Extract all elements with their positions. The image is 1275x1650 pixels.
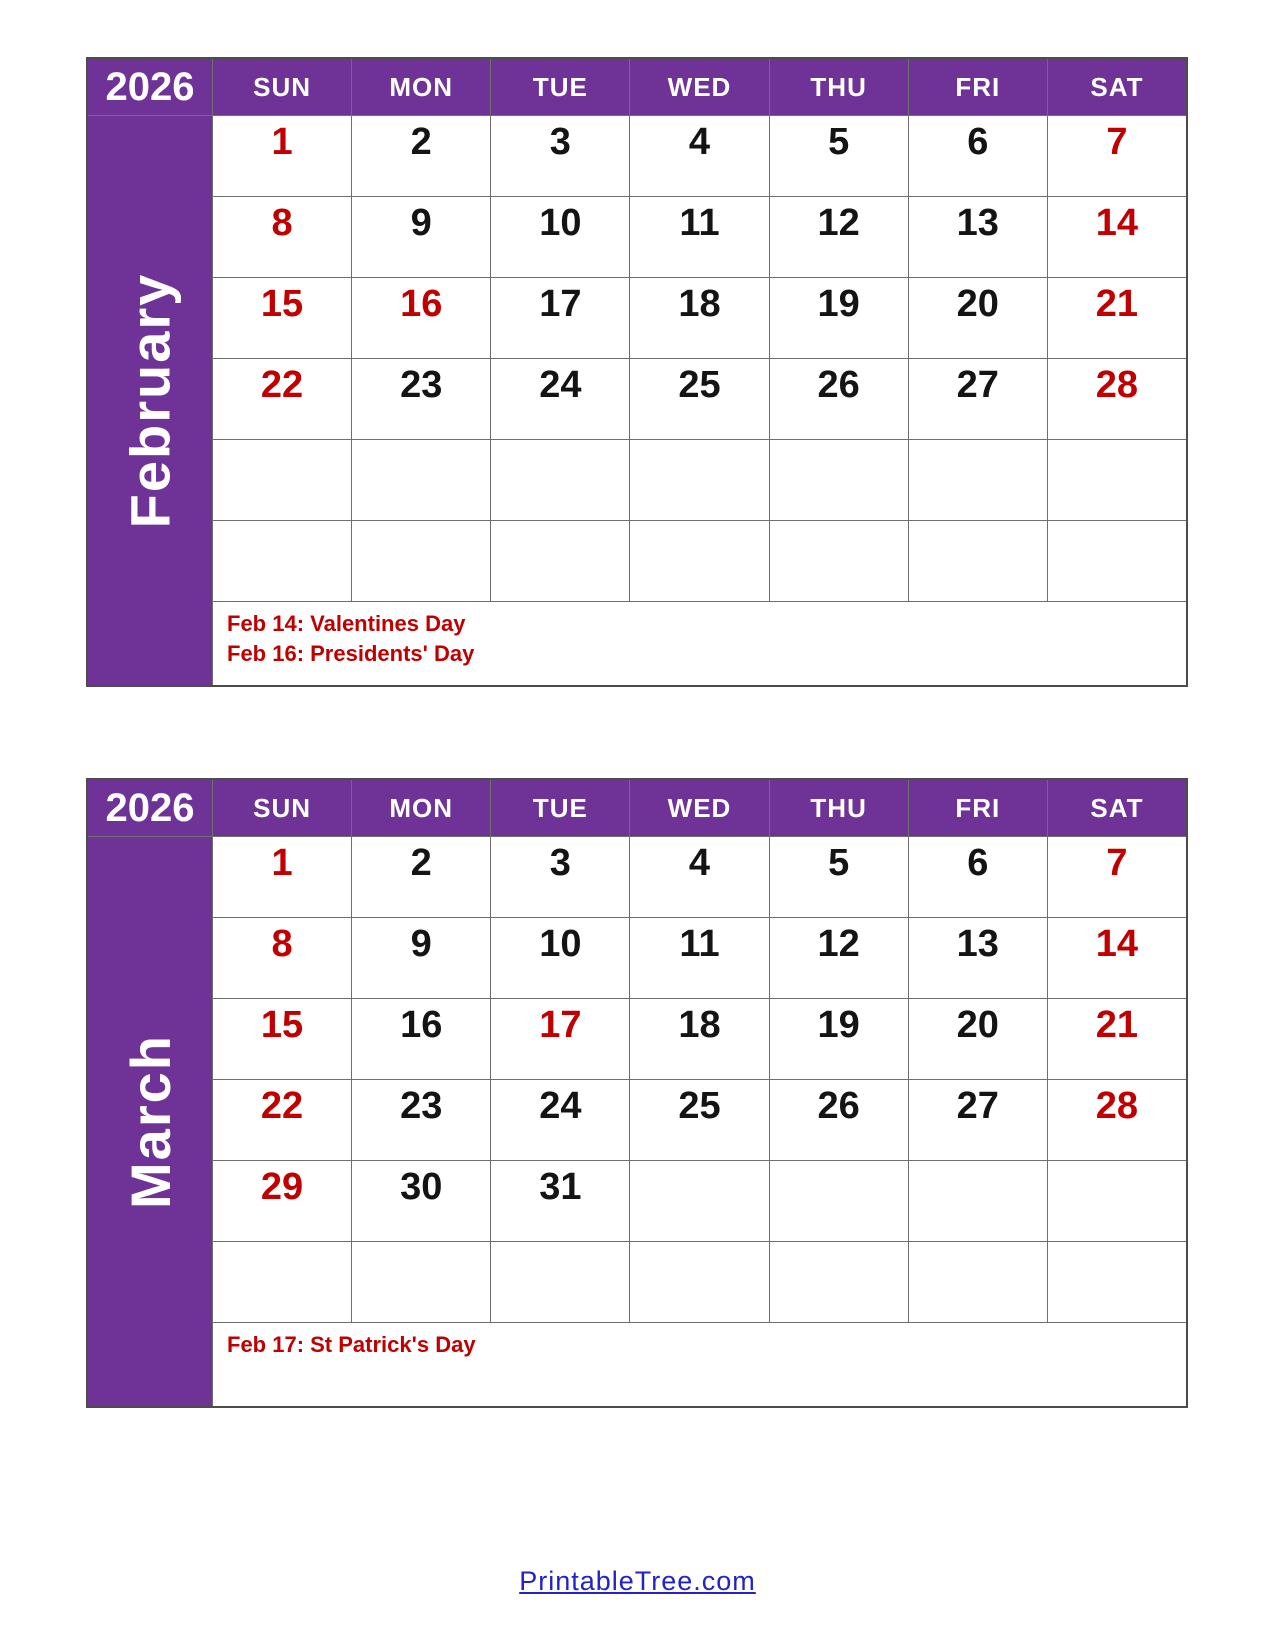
day-cell-2: 2 [352, 837, 490, 917]
day-cell-empty [1048, 1161, 1186, 1241]
calendar-february [86, 57, 1188, 687]
day-cell-22: 22 [213, 1080, 351, 1160]
day-cell-20: 20 [909, 999, 1047, 1079]
day-cell-3: 3 [491, 116, 629, 196]
day-header-fri: FRI [909, 780, 1047, 836]
month-sidebar [88, 116, 212, 685]
day-cell-2: 2 [352, 116, 490, 196]
day-cell-4: 4 [630, 837, 768, 917]
day-cell-4: 4 [630, 116, 768, 196]
day-cell-13: 13 [909, 197, 1047, 277]
year-label: 2026 [88, 780, 212, 836]
calendar-march [86, 778, 1188, 1408]
day-cell-12: 12 [770, 197, 908, 277]
day-cell-12: 12 [770, 918, 908, 998]
day-cell-empty [352, 440, 490, 520]
day-header-mon: MON [352, 780, 490, 836]
day-cell-7: 7 [1048, 837, 1186, 917]
day-cell-6: 6 [909, 116, 1047, 196]
day-cell-14: 14 [1048, 197, 1186, 277]
day-cell-20: 20 [909, 278, 1047, 358]
day-header-wed: WED [630, 59, 768, 115]
day-cell-25: 25 [630, 1080, 768, 1160]
day-header-sat: SAT [1048, 59, 1186, 115]
day-cell-26: 26 [770, 1080, 908, 1160]
day-cell-16: 16 [352, 999, 490, 1079]
day-cell-21: 21 [1048, 278, 1186, 358]
day-cell-23: 23 [352, 359, 490, 439]
day-cell-21: 21 [1048, 999, 1186, 1079]
day-cell-14: 14 [1048, 918, 1186, 998]
day-cell-empty [909, 1242, 1047, 1322]
day-cell-8: 8 [213, 197, 351, 277]
day-header-sun: SUN [213, 780, 351, 836]
day-cell-3: 3 [491, 837, 629, 917]
day-cell-22: 22 [213, 359, 351, 439]
day-header-thu: THU [770, 59, 908, 115]
holiday-note: Feb 17: St Patrick's Day [227, 1332, 476, 1357]
day-cell-13: 13 [909, 918, 1047, 998]
day-cell-empty [1048, 1242, 1186, 1322]
day-cell-24: 24 [491, 359, 629, 439]
month-label: February [118, 272, 182, 529]
day-cell-5: 5 [770, 837, 908, 917]
day-cell-27: 27 [909, 1080, 1047, 1160]
day-cell-empty [770, 1242, 908, 1322]
day-cell-empty [770, 521, 908, 601]
day-cell-empty [1048, 440, 1186, 520]
day-cell-28: 28 [1048, 1080, 1186, 1160]
day-header-sun: SUN [213, 59, 351, 115]
day-cell-empty [1048, 521, 1186, 601]
day-cell-empty [770, 1161, 908, 1241]
day-cell-empty [909, 440, 1047, 520]
day-cell-31: 31 [491, 1161, 629, 1241]
day-header-thu: THU [770, 780, 908, 836]
day-cell-29: 29 [213, 1161, 351, 1241]
holiday-note: Feb 14: Valentines Day [227, 611, 466, 636]
day-cell-empty [630, 1161, 768, 1241]
day-cell-empty [213, 1242, 351, 1322]
day-cell-10: 10 [491, 918, 629, 998]
day-header-tue: TUE [491, 780, 629, 836]
day-cell-30: 30 [352, 1161, 490, 1241]
day-cell-6: 6 [909, 837, 1047, 917]
day-cell-10: 10 [491, 197, 629, 277]
day-cell-empty [770, 440, 908, 520]
day-cell-19: 19 [770, 999, 908, 1079]
footer [0, 1566, 1275, 1597]
day-header-wed: WED [630, 780, 768, 836]
day-header-sat: SAT [1048, 780, 1186, 836]
day-cell-7: 7 [1048, 116, 1186, 196]
day-cell-empty [630, 440, 768, 520]
day-cell-26: 26 [770, 359, 908, 439]
year-label: 2026 [88, 59, 212, 115]
day-cell-9: 9 [352, 918, 490, 998]
day-cell-1: 1 [213, 837, 351, 917]
holiday-notes [213, 1323, 1186, 1406]
day-cell-empty [630, 521, 768, 601]
day-cell-empty [213, 521, 351, 601]
day-cell-28: 28 [1048, 359, 1186, 439]
day-cell-5: 5 [770, 116, 908, 196]
day-cell-15: 15 [213, 999, 351, 1079]
day-cell-24: 24 [491, 1080, 629, 1160]
holiday-notes [213, 602, 1186, 685]
day-cell-8: 8 [213, 918, 351, 998]
day-cell-23: 23 [352, 1080, 490, 1160]
day-cell-17: 17 [491, 278, 629, 358]
day-cell-11: 11 [630, 197, 768, 277]
day-header-tue: TUE [491, 59, 629, 115]
day-cell-17: 17 [491, 999, 629, 1079]
day-cell-empty [909, 521, 1047, 601]
day-cell-19: 19 [770, 278, 908, 358]
day-cell-16: 16 [352, 278, 490, 358]
day-cell-empty [909, 1161, 1047, 1241]
day-cell-15: 15 [213, 278, 351, 358]
day-cell-empty [352, 1242, 490, 1322]
day-cell-25: 25 [630, 359, 768, 439]
day-cell-18: 18 [630, 999, 768, 1079]
day-cell-empty [491, 440, 629, 520]
day-cell-empty [213, 440, 351, 520]
day-cell-18: 18 [630, 278, 768, 358]
holiday-note: Feb 16: Presidents' Day [227, 641, 475, 666]
day-cell-empty [491, 521, 629, 601]
day-cell-11: 11 [630, 918, 768, 998]
day-cell-1: 1 [213, 116, 351, 196]
day-cell-9: 9 [352, 197, 490, 277]
month-label: March [118, 1034, 182, 1209]
month-sidebar [88, 837, 212, 1406]
footer-link[interactable]: PrintableTree.com [519, 1566, 756, 1596]
day-cell-empty [491, 1242, 629, 1322]
day-header-mon: MON [352, 59, 490, 115]
day-header-fri: FRI [909, 59, 1047, 115]
day-cell-empty [630, 1242, 768, 1322]
day-cell-27: 27 [909, 359, 1047, 439]
day-cell-empty [352, 521, 490, 601]
